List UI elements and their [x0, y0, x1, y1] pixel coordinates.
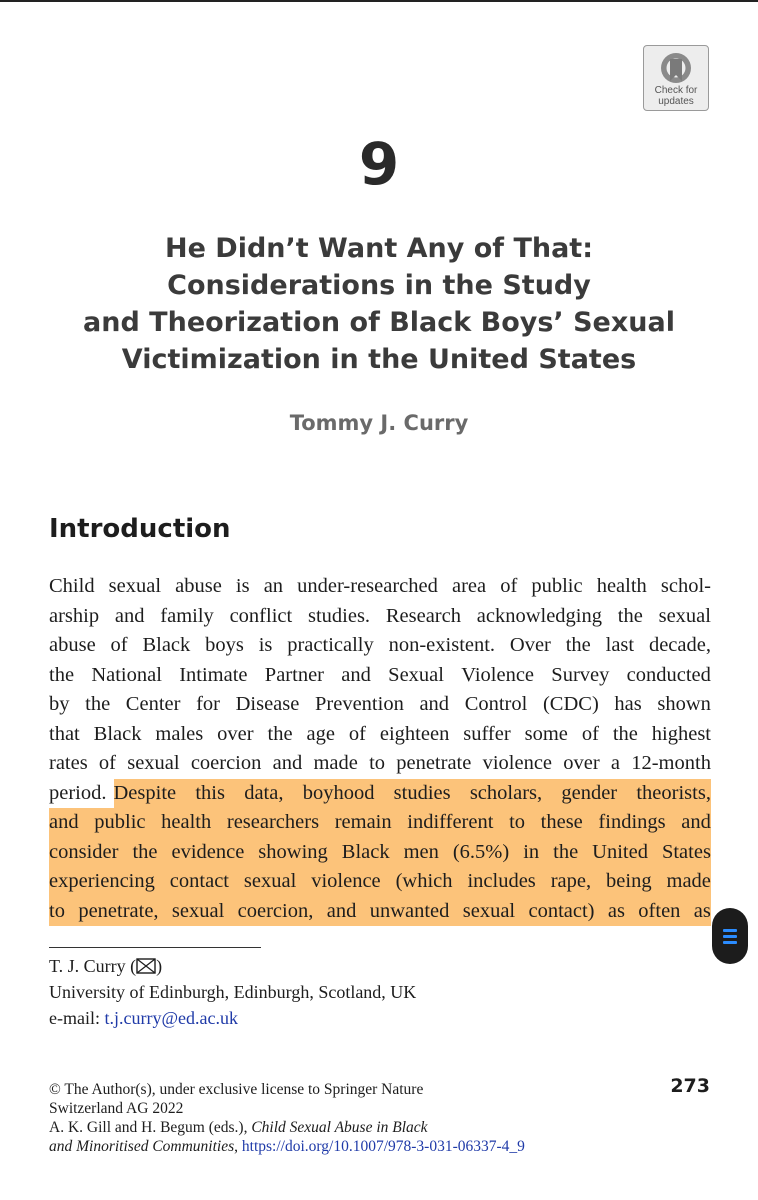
body-word: health — [596, 575, 647, 597]
body-line — [49, 602, 711, 632]
chapter-author: Tommy J. Curry — [289, 411, 469, 435]
body-word: contact — [169, 870, 229, 892]
body-word: Black — [142, 634, 191, 656]
body-word: health — [161, 811, 212, 833]
body-word: and — [326, 899, 357, 922]
body-word: public — [94, 811, 146, 833]
body-word: National — [91, 663, 162, 686]
body-word: rates — [49, 752, 88, 774]
body-word: as — [693, 899, 711, 922]
footnote-email-label: e-mail: — [49, 1008, 105, 1028]
reader-menu-button[interactable] — [712, 908, 748, 964]
body-paragraph — [49, 572, 711, 926]
body-word: of — [500, 575, 518, 597]
footnote-rule — [49, 947, 261, 948]
body-word: sexual — [127, 752, 180, 774]
check-for-updates-icon — [656, 51, 696, 85]
body-word: and — [272, 752, 303, 774]
footnote-author-name: T. J. Curry ( — [49, 956, 137, 976]
body-word: Control — [464, 693, 528, 715]
body-word: findings — [598, 811, 666, 833]
body-word: Partner — [264, 663, 324, 686]
book-title-part2: and Minoritised Communities — [49, 1138, 235, 1155]
body-word: the — [85, 693, 111, 715]
footnote-affiliation: University of Edinburgh, Edinburgh, Scotland, UK — [49, 982, 417, 1002]
body-word: coercion — [190, 752, 262, 774]
citation-separator: , — [234, 1138, 242, 1155]
body-word: over — [217, 722, 254, 745]
body-word: studies. — [307, 604, 371, 627]
highlighted-text[interactable] — [114, 779, 712, 809]
body-word: and — [419, 693, 450, 715]
body-word: suffer — [463, 722, 511, 745]
body-word: and — [341, 663, 371, 686]
chapter-title — [40, 230, 718, 378]
body-word: decade, — [648, 634, 711, 656]
copyright-line: © The Author(s), under exclusive license to Springer Nature — [49, 1081, 424, 1098]
body-word: showing — [258, 840, 328, 863]
footnote-author-close: ) — [156, 956, 163, 976]
body-word: often — [638, 899, 681, 922]
body-word: States — [661, 840, 711, 863]
citation-line — [49, 1137, 525, 1156]
body-word: remain — [334, 811, 392, 833]
badge-label-line1: Check for — [654, 85, 698, 96]
body-word: to — [509, 811, 526, 833]
body-word: to — [49, 899, 65, 922]
highlighted-text[interactable] — [49, 808, 711, 838]
copyright-notice — [49, 1080, 525, 1156]
body-word: and — [49, 811, 79, 833]
body-word: the — [132, 840, 158, 863]
section-heading: Introduction — [49, 514, 231, 544]
body-word: of — [110, 634, 128, 656]
body-word: researchers — [226, 811, 320, 833]
chapter-title-line: and Theorization of Black Boys’ Sexual — [83, 307, 675, 338]
body-word: United — [592, 840, 648, 863]
body-word: of — [581, 722, 599, 745]
body-line — [49, 631, 711, 661]
footnote-email-row — [49, 1005, 416, 1031]
body-word: Research — [385, 604, 461, 627]
body-word: Despite — [113, 781, 177, 804]
body-word: abuse — [175, 575, 222, 597]
body-word: and — [681, 811, 711, 833]
body-word: conflict — [229, 604, 293, 627]
body-word: scholars, — [469, 781, 543, 804]
body-word: the — [565, 634, 591, 656]
body-word: (which — [395, 870, 453, 892]
body-word: shown — [657, 693, 711, 715]
body-word: data, — [244, 781, 284, 804]
body-word: indifferent — [407, 811, 494, 833]
copyright-line: Switzerland AG 2022 — [49, 1100, 184, 1117]
book-title-part1: Child Sexual Abuse in Black — [251, 1119, 428, 1136]
body-word: that — [49, 722, 80, 745]
body-word: Sexual — [388, 663, 444, 686]
body-word: an — [263, 575, 284, 597]
doi-link[interactable]: https://doi.org/10.1007/978-3-031-06337-4_9 — [241, 1138, 525, 1155]
body-word: Over — [509, 634, 551, 656]
body-word: consider — [49, 840, 119, 863]
body-word: conducted — [626, 663, 711, 686]
body-word: some — [524, 722, 568, 745]
body-word: coercion, — [237, 899, 314, 922]
highlighted-text[interactable] — [49, 867, 711, 897]
body-word: family — [160, 604, 214, 627]
email-link[interactable]: t.j.curry@ed.ac.uk — [104, 1008, 239, 1028]
chapter-title-line: Victimization in the United States — [121, 344, 637, 375]
body-word: is — [258, 634, 273, 656]
body-word: studies — [393, 781, 451, 804]
body-line — [49, 661, 711, 691]
body-word: highest — [651, 722, 711, 745]
body-word: experiencing — [49, 870, 155, 892]
chapter-title-line: Considerations in the Study — [167, 270, 591, 301]
body-word: Child — [49, 575, 95, 597]
body-word: the — [267, 722, 293, 745]
body-word: being — [606, 870, 652, 892]
envelope-icon — [136, 958, 156, 974]
body-word: a — [610, 752, 621, 774]
body-word: (CDC) — [542, 693, 599, 715]
body-word: men — [403, 840, 439, 863]
body-line — [49, 749, 711, 779]
body-word: is — [235, 575, 250, 597]
body-word: non-existent. — [388, 634, 496, 656]
author-footnote — [49, 953, 416, 1031]
body-line-plain: period. — [49, 781, 107, 804]
citation-line — [49, 1118, 525, 1137]
body-word: area — [451, 575, 487, 597]
body-word: this — [195, 781, 225, 804]
body-word: and — [114, 604, 145, 627]
body-word: evidence — [171, 840, 245, 863]
body-word: acknowledging — [476, 604, 602, 627]
body-word: contact) — [528, 899, 595, 922]
body-word: made — [313, 752, 358, 774]
body-word: sexual — [243, 870, 297, 892]
body-word: to — [369, 752, 386, 774]
body-word: unwanted — [369, 899, 450, 922]
body-word: of — [98, 752, 116, 774]
body-word: eighteen — [379, 722, 450, 745]
body-word: sexual — [658, 604, 711, 627]
body-word: these — [540, 811, 583, 833]
check-for-updates-badge[interactable] — [643, 45, 709, 111]
body-word: of — [348, 722, 366, 745]
badge-label-line2: updates — [658, 96, 694, 107]
body-word: 12-month — [631, 752, 711, 774]
body-word: theorists, — [636, 781, 711, 804]
top-rule — [0, 0, 758, 2]
body-word: schol- — [660, 575, 711, 597]
body-word: has — [614, 693, 642, 715]
body-word: Prevention — [315, 693, 404, 715]
chapter-title-line: He Didn’t Want Any of That: — [164, 233, 594, 264]
body-word: in — [523, 840, 540, 863]
body-word: as — [607, 899, 625, 922]
body-word: males — [155, 722, 204, 745]
body-word: Violence — [461, 663, 535, 686]
body-line — [49, 779, 711, 809]
body-word: sexual — [171, 899, 225, 922]
body-word: age — [306, 722, 335, 745]
body-word: by — [49, 693, 70, 715]
chapter-number: 9 — [358, 130, 400, 198]
body-word: the — [612, 722, 638, 745]
body-word: the — [553, 840, 579, 863]
body-word: Disease — [235, 693, 300, 715]
body-word: boyhood — [302, 781, 375, 804]
body-word: Black — [341, 840, 390, 863]
citation-editors: A. K. Gill and H. Begum (eds.), — [49, 1119, 252, 1136]
highlighted-text[interactable] — [49, 838, 711, 868]
highlighted-text[interactable] — [49, 897, 711, 927]
body-word: last — [605, 634, 635, 656]
body-word: over — [563, 752, 600, 774]
body-word: Black — [93, 722, 142, 745]
body-word: arship — [49, 604, 100, 627]
body-word: sexual — [462, 899, 516, 922]
body-word: (6.5%) — [452, 840, 510, 863]
body-word: boys — [205, 634, 244, 656]
body-word: penetrate — [396, 752, 472, 774]
body-line — [49, 720, 711, 750]
body-word: Intimate — [179, 663, 248, 686]
body-line — [49, 690, 711, 720]
body-word: Survey — [551, 663, 610, 686]
body-word: penetrate, — [78, 899, 159, 922]
body-word: made — [666, 870, 711, 892]
footnote-author-row — [49, 953, 416, 979]
body-word: gender — [561, 781, 618, 804]
body-word: violence — [311, 870, 381, 892]
body-word: under-researched — [297, 575, 438, 597]
body-word: abuse — [49, 634, 96, 656]
body-word: Center — [125, 693, 181, 715]
body-word: sexual — [108, 575, 162, 597]
body-word: the — [617, 604, 643, 627]
page-number: 273 — [670, 1075, 710, 1097]
body-word: includes — [467, 870, 536, 892]
body-word: for — [196, 693, 220, 715]
body-word: practically — [287, 634, 374, 656]
body-line — [49, 572, 711, 602]
body-word: violence — [482, 752, 553, 774]
body-word: public — [531, 575, 583, 597]
body-word: the — [49, 663, 75, 686]
body-word: rape, — [550, 870, 592, 892]
